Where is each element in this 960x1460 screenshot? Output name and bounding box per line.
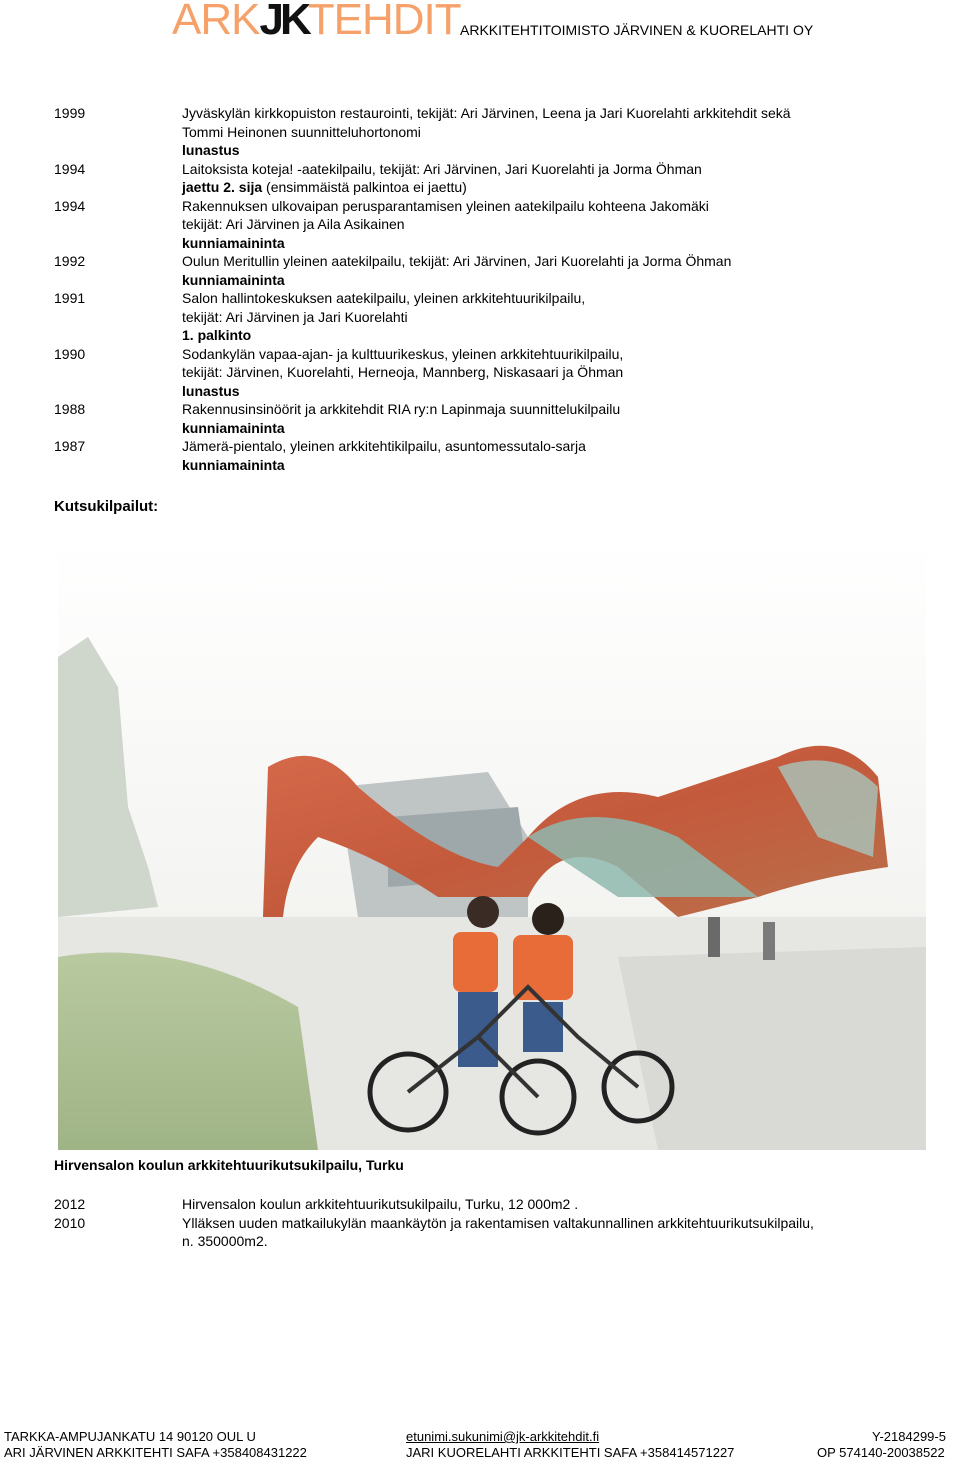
logo-text-ark: ARK — [172, 0, 260, 44]
entry-text: Laitoksista koteja! -aatekilpailu, tekijät: Ari Järvinen, Jari Kuorelahti ja Jorma Öhman — [182, 160, 702, 177]
entry-text: tekijät: Ari Järvinen ja Aila Asikainen — [182, 216, 405, 232]
entry-line — [182, 327, 251, 343]
entry-line — [182, 364, 623, 380]
entry-line — [182, 1196, 578, 1212]
entry-line — [182, 1215, 814, 1231]
footer-jari-contact: JARI KUORELAHTI ARKKITEHTI SAFA +358414571227 — [406, 1445, 735, 1460]
school-rendering-image — [58, 537, 926, 1150]
footer-ari-contact: ARI JÄRVINEN ARKKITEHTI SAFA +358408431222 — [4, 1445, 307, 1460]
logo-text-jk: JK — [259, 0, 308, 44]
entry-line — [182, 290, 585, 306]
entry-line — [182, 253, 731, 269]
entry-text: (ensimmäistä palkintoa ei jaettu) — [262, 179, 467, 195]
entry-result: 1. palkinto — [182, 327, 252, 343]
rendering-illustration — [58, 537, 926, 1150]
entry-result: kunniamaininta — [182, 234, 285, 251]
entry-text: tekijät: Järvinen, Kuorelahti, Herneoja, Mannberg, Niskasaari ja Öhman — [182, 364, 624, 380]
entry-year: 1994 — [54, 160, 86, 177]
entry-line — [182, 457, 285, 473]
footer-address: TARKKA-AMPUJANKATU 14 90120 OUL U — [4, 1429, 256, 1444]
entry-result: kunniamaininta — [182, 271, 285, 288]
entry-text: Jyväskylän kirkkopuiston restaurointi, tekijät: Ari Järvinen, Leena ja Jari Kuorelahti arkkitehdit sekä — [182, 105, 791, 121]
entry-year: 1994 — [54, 197, 86, 214]
entry-text: Rakennuksen ulkovaipan perusparantamisen yleinen aatekilpailu kohteena Jakomäki — [182, 197, 709, 214]
entry-result: jaettu 2. sija — [182, 179, 263, 195]
entry-year: 2012 — [54, 1196, 86, 1212]
company-logo — [172, 0, 461, 46]
entry-line — [182, 198, 709, 214]
entry-line — [182, 216, 405, 232]
entry-line — [182, 383, 240, 399]
entry-text: Jämerä-pientalo, yleinen arkkitehtikilpailu, asuntomessutalo-sarja — [182, 438, 586, 454]
entry-text: tekijät: Ari Järvinen ja Jari Kuorelahti — [182, 308, 408, 325]
entry-line — [182, 346, 623, 362]
entry-result: kunniamaininta — [182, 419, 285, 436]
footer-bank-account: OP 574140-20038522 — [817, 1445, 945, 1460]
entry-year: 1999 — [54, 105, 86, 121]
entry-line — [182, 105, 791, 121]
entry-line — [182, 401, 620, 417]
footer-email-link[interactable]: etunimi.sukunimi@jk-arkkitehdit.fi — [406, 1429, 600, 1444]
entry-result: lunastus — [182, 142, 240, 158]
entry-line — [182, 309, 408, 325]
entry-text: Hirvensalon koulun arkkitehtuurikutsukilpailu, Turku, 12 000m2 . — [182, 1196, 579, 1212]
section-title: Kutsukilpailut: — [54, 498, 159, 515]
entry-text: Ylläksen uuden matkailukylän maankäytön ja rakentamisen valtakunnallinen arkkitehtuurikutsukilpailu, — [182, 1214, 814, 1231]
entry-line — [182, 420, 285, 436]
entry-line — [182, 272, 285, 288]
company-name: ARKKITEHTITOIMISTO JÄRVINEN & KUORELAHTI OY — [460, 22, 814, 38]
entry-year: 1990 — [54, 345, 86, 362]
entry-line — [182, 142, 240, 158]
entry-year: 1988 — [54, 401, 86, 417]
entry-text: Oulun Meritullin yleinen aatekilpailu, tekijät: Ari Järvinen, Jari Kuorelahti ja Jorma Öhman — [182, 253, 732, 269]
entry-line — [182, 1233, 268, 1249]
entry-line — [182, 124, 421, 140]
entry-year: 1991 — [54, 290, 86, 306]
entry-result: lunastus — [182, 382, 240, 399]
entry-year: 2010 — [54, 1214, 86, 1231]
entry-result: kunniamaininta — [182, 456, 285, 473]
image-caption: Hirvensalon koulun arkkitehtuurikutsukilpailu, Turku — [54, 1157, 404, 1173]
entry-line — [182, 438, 586, 454]
entry-year: 1987 — [54, 438, 86, 454]
logo-text-tehdit: TEHDIT — [307, 0, 461, 44]
entry-year: 1992 — [54, 253, 86, 269]
entry-text: Tommi Heinonen suunnitteluhortonomi — [182, 123, 421, 140]
entry-text: Rakennusinsinöörit ja arkkitehdit RIA ry:n Lapinmaja suunnittelukilpailu — [182, 401, 621, 417]
entry-text: n. 350000m2. — [182, 1233, 268, 1249]
entry-text: Sodankylän vapaa-ajan- ja kulttuurikeskus, yleinen arkkitehtuurikilpailu, — [182, 345, 624, 362]
footer-business-id: Y-2184299-5 — [872, 1429, 946, 1444]
entry-line — [182, 179, 467, 195]
entry-text: Salon hallintokeskuksen aatekilpailu, yleinen arkkitehtuurikilpailu, — [182, 290, 586, 306]
entry-line — [182, 161, 702, 177]
entry-line — [182, 235, 285, 251]
